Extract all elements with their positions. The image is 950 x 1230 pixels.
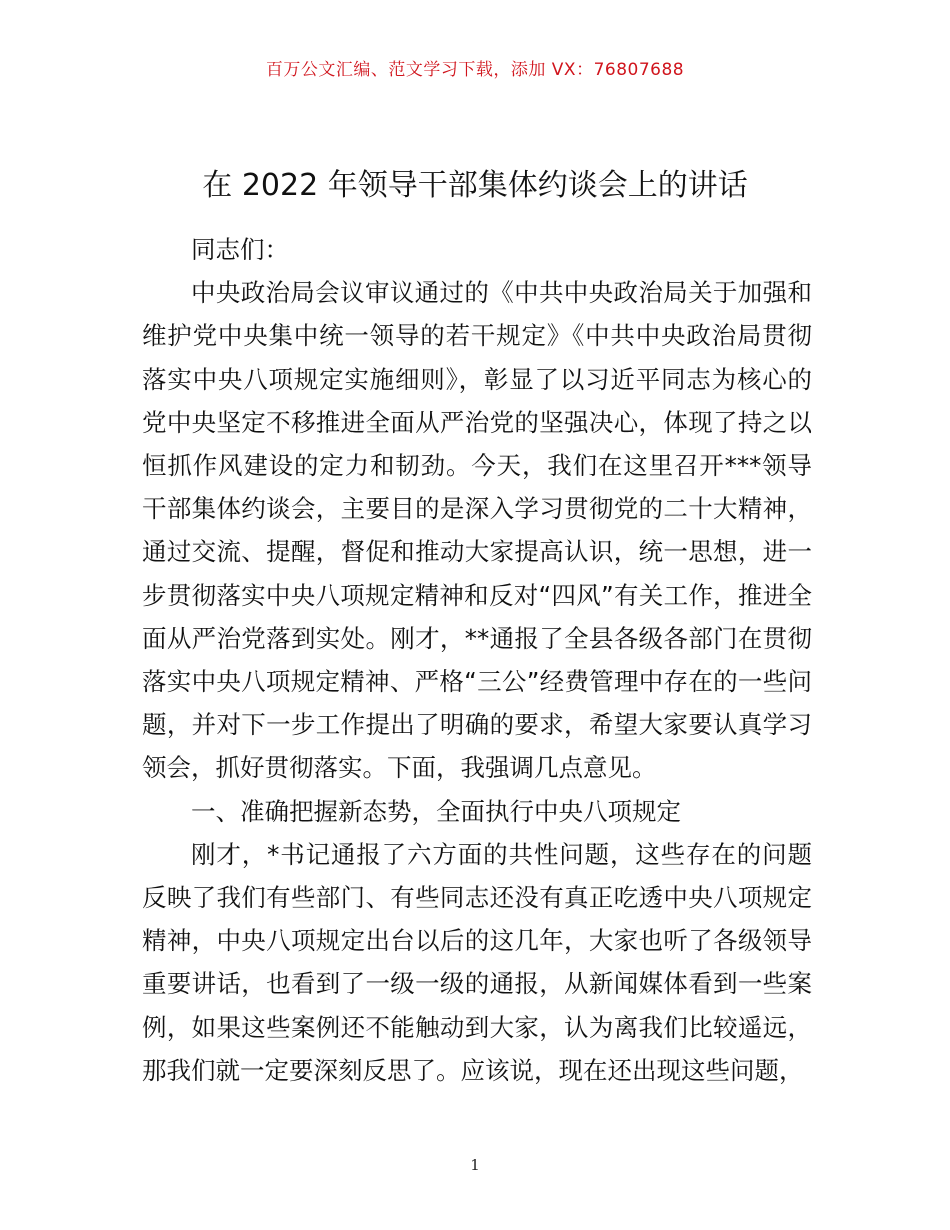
document-title: 在 2022 年领导干部集体约谈会上的讲话 (202, 168, 748, 203)
salutation: 同志们： (191, 235, 289, 264)
page-number: 1 (470, 1156, 480, 1174)
body-paragraph-intro: 中央政治局会议审议通过的《中共中央政治局关于加强和维护党中央集中统一领导的若干规定》《中共中央政治局贯彻落实中央八项规定实施细则》，彰显了以习近平同志为核心的党中央坚定不移推进全面从严治党的坚强决心，体现了持之以恒抓作风建设的定力和韧劲。今天，我们在这里召开***领导干部集体约谈会，主要目的是深入学习贯彻党的二十大精神，通过交流、提醒，督促和推动大家提高认识，统一思想，进一步贯彻落实中央八项规定精神和反对“四风”有关工作，推进全面从严治党落到实处。刚才，**通报了全县各级各部门在贯彻落实中央八项规定精神、严格“三公”经费管理中存在的一些问题，并对下一步工作提出了明确的要求，希望大家要认真学习领会，抓好贯彻落实。下面，我强调几点意见。 (142, 278, 812, 783)
section-heading-1: 一、准确把握新态势，全面执行中央八项规定 (191, 796, 681, 826)
document-body (142, 228, 812, 1092)
body-paragraph-section-1: 刚才，*书记通报了六方面的共性问题，这些存在的问题反映了我们有些部门、有些同志还没有真正吃透中央八项规定精神，中央八项规定出台以后的这几年，大家也听了各级领导重要讲话，也看到了一级一级的通报，从新闻媒体看到一些案例，如果这些案例还不能触动到大家，认为离我们比较遥远，那我们就一定要深刻反思了。应该说，现在还出现这些问题， (142, 839, 812, 1085)
header-banner: 百万公文汇编、范文学习下载，添加 VX：76807688 (265, 60, 685, 80)
